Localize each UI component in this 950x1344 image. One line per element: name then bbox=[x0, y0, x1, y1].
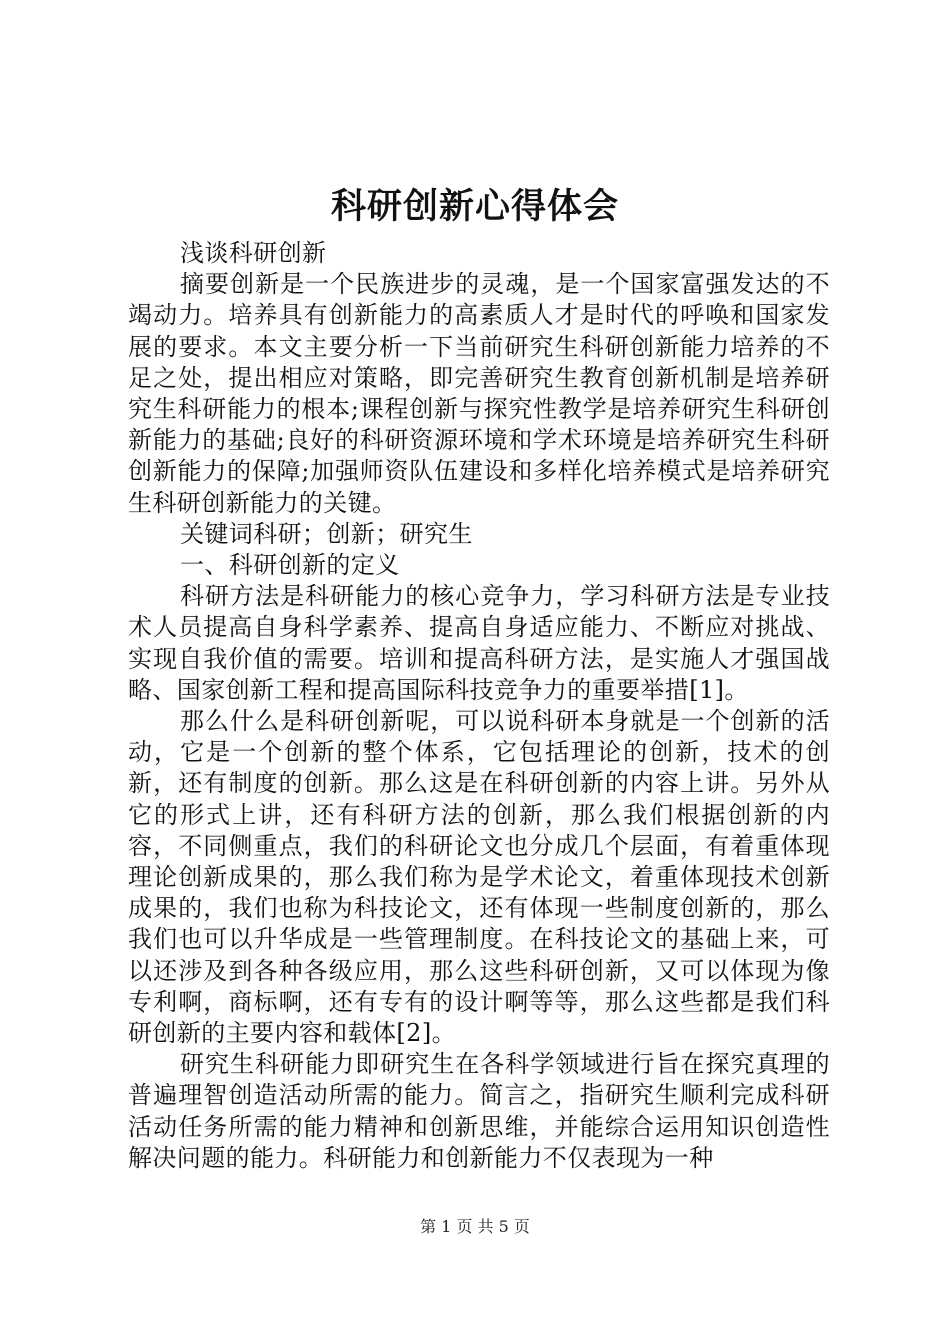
paragraph-body: 科研方法是科研能力的核心竞争力，学习科研方法是专业技术人员提高自身科学素养、提高自身适应能力、不断应对挑战、实现自我价值的需要。培训和提高科研方法，是实施人才强国战略、国家创新工程和提高国际科技竞争力的重要举措[1]。 bbox=[128, 582, 830, 704]
page-number-footer: 第 1 页 共 5 页 bbox=[420, 1217, 530, 1236]
section-heading: 一、科研创新的定义 bbox=[180, 551, 400, 580]
paragraph-abstract: 摘要创新是一个民族进步的灵魂，是一个国家富强发达的不竭动力。培养具有创新能力的高素质人才是时代的呼唤和国家发展的要求。本文主要分析一下当前研究生科研创新能力培养的不足之处，提出相应对策略，即完善研究生教育创新机制是培养研究生科研能力的根本;课程创新与探究性教学是培养研究生科研创新能力的基础;良好的科研资源环境和学术环境是培养研究生科研创新能力的保障;加强师资队伍建设和多样化培养模式是培养研究生科研创新能力的关键。 bbox=[128, 270, 830, 517]
document-title: 科研创新心得体会 bbox=[330, 186, 619, 227]
paragraph-body: 那么什么是科研创新呢，可以说科研本身就是一个创新的活动，它是一个创新的整个体系，它包括理论的创新，技术的创新，还有制度的创新。那么这是在科研创新的内容上讲。另外从它的形式上讲，还有科研方法的创新，那么我们根据创新的内容，不同侧重点，我们的科研论文也分成几个层面，有着重体现理论创新成果的，那么我们称为是学术论文，着重体现技术创新成果的，我们也称为科技论文，还有体现一些制度创新的，那么我们也可以升华成是一些管理制度。在科技论文的基础上来，可以还涉及到各种各级应用，那么这些科研创新，又可以体现为像专利啊，商标啊，还有专有的设计啊等等，那么这些都是我们科研创新的主要内容和载体[2]。 bbox=[128, 707, 830, 1048]
paragraph-body: 研究生科研能力即研究生在各科学领域进行旨在探究真理的普遍理智创造活动所需的能力。简言之，指研究生顺利完成科研活动任务所需的能力精神和创新思维，并能综合运用知识创造性解决问题的能力。科研能力和创新能力不仅表现为一种 bbox=[128, 1050, 830, 1172]
paragraph-keywords: 关键词科研；创新；研究生 bbox=[180, 519, 473, 548]
document-body bbox=[128, 238, 830, 1174]
paragraph-subtitle: 浅谈科研创新 bbox=[180, 239, 327, 267]
